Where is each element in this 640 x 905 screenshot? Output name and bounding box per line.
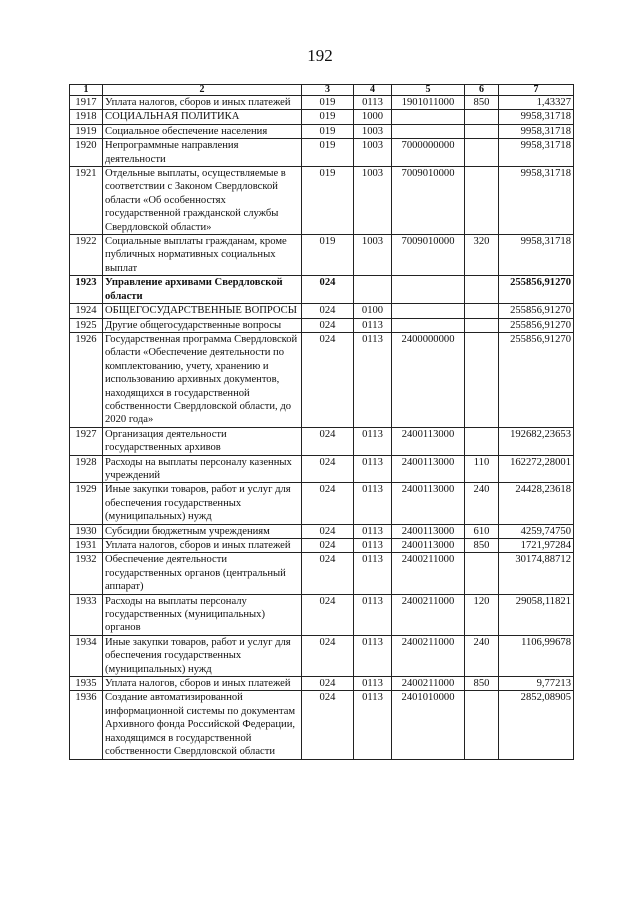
ministry-code-cell: 019	[302, 235, 354, 276]
target-code-cell: 2400113000	[392, 539, 465, 553]
row-number-cell: 1934	[70, 635, 103, 676]
ministry-code-cell: 024	[302, 304, 354, 318]
row-number-cell: 1922	[70, 235, 103, 276]
expense-type-cell	[465, 110, 499, 124]
target-code-cell: 2400211000	[392, 677, 465, 691]
target-code-cell: 7000000000	[392, 139, 465, 167]
section-code-cell: 0113	[354, 427, 392, 455]
amount-cell: 24428,23618	[499, 483, 574, 524]
amount-cell: 192682,23653	[499, 427, 574, 455]
ministry-code-cell: 024	[302, 635, 354, 676]
ministry-code-cell: 019	[302, 110, 354, 124]
section-code-cell: 0113	[354, 332, 392, 427]
item-name-cell: ОБЩЕГОСУДАРСТВЕННЫЕ ВОПРОСЫ	[103, 304, 302, 318]
expense-type-cell: 850	[465, 677, 499, 691]
expense-type-cell	[465, 553, 499, 594]
row-number-cell: 1918	[70, 110, 103, 124]
table-row	[70, 427, 574, 455]
expense-type-cell	[465, 167, 499, 235]
amount-cell: 1721,97284	[499, 539, 574, 553]
column-header: 5	[392, 85, 465, 96]
row-number-cell: 1928	[70, 455, 103, 483]
table-row	[70, 553, 574, 594]
item-name-cell: Уплата налогов, сборов и иных платежей	[103, 677, 302, 691]
amount-cell: 255856,91270	[499, 332, 574, 427]
ministry-code-cell: 024	[302, 539, 354, 553]
expense-type-cell: 850	[465, 539, 499, 553]
row-number-cell: 1923	[70, 276, 103, 304]
table-row	[70, 691, 574, 759]
item-name-cell: Иные закупки товаров, работ и услуг для обеспечения государственных (муниципальных) нужд	[103, 483, 302, 524]
amount-cell: 1,43327	[499, 96, 574, 110]
amount-cell: 162272,28001	[499, 455, 574, 483]
column-header: 1	[70, 85, 103, 96]
amount-cell: 2852,08905	[499, 691, 574, 759]
table-row	[70, 124, 574, 138]
target-code-cell: 7009010000	[392, 235, 465, 276]
ministry-code-cell: 024	[302, 553, 354, 594]
amount-cell: 9958,31718	[499, 235, 574, 276]
table-row	[70, 167, 574, 235]
row-number-cell: 1932	[70, 553, 103, 594]
target-code-cell	[392, 124, 465, 138]
column-header: 6	[465, 85, 499, 96]
item-name-cell: СОЦИАЛЬНАЯ ПОЛИТИКА	[103, 110, 302, 124]
section-code-cell: 0113	[354, 553, 392, 594]
section-code-cell: 0113	[354, 539, 392, 553]
section-code-cell: 0113	[354, 594, 392, 635]
target-code-cell: 2400113000	[392, 427, 465, 455]
table-row	[70, 304, 574, 318]
section-code-cell: 0113	[354, 96, 392, 110]
item-name-cell: Создание автоматизированной информационной системы по документам Архивного фонда Российской Федерации, находящимся в государственной собственности Свердловской области	[103, 691, 302, 759]
page-number: 192	[307, 46, 333, 65]
expense-type-cell	[465, 276, 499, 304]
row-number-cell: 1920	[70, 139, 103, 167]
table-row	[70, 110, 574, 124]
target-code-cell: 7009010000	[392, 167, 465, 235]
item-name-cell: Управление архивами Свердловской области	[103, 276, 302, 304]
row-number-cell: 1929	[70, 483, 103, 524]
amount-cell: 9,77213	[499, 677, 574, 691]
ministry-code-cell: 024	[302, 691, 354, 759]
row-number-cell: 1926	[70, 332, 103, 427]
row-number-cell: 1925	[70, 318, 103, 332]
target-code-cell: 2400211000	[392, 594, 465, 635]
section-code-cell: 1003	[354, 167, 392, 235]
item-name-cell: Обеспечение деятельности государственных органов (центральный аппарат)	[103, 553, 302, 594]
target-code-cell: 2400113000	[392, 455, 465, 483]
target-code-cell: 2400000000	[392, 332, 465, 427]
section-code-cell: 1003	[354, 235, 392, 276]
amount-cell: 9958,31718	[499, 124, 574, 138]
ministry-code-cell: 024	[302, 483, 354, 524]
target-code-cell: 2400113000	[392, 483, 465, 524]
expense-type-cell	[465, 139, 499, 167]
section-code-cell: 0113	[354, 318, 392, 332]
section-code-cell: 1000	[354, 110, 392, 124]
target-code-cell: 2400211000	[392, 635, 465, 676]
header-row	[70, 85, 574, 96]
row-number-cell: 1933	[70, 594, 103, 635]
item-name-cell: Субсидии бюджетным учреждениям	[103, 524, 302, 538]
amount-cell: 1106,99678	[499, 635, 574, 676]
column-header: 3	[302, 85, 354, 96]
ministry-code-cell: 024	[302, 594, 354, 635]
target-code-cell	[392, 304, 465, 318]
row-number-cell: 1917	[70, 96, 103, 110]
item-name-cell: Другие общегосударственные вопросы	[103, 318, 302, 332]
expense-type-cell: 110	[465, 455, 499, 483]
section-code-cell: 0113	[354, 677, 392, 691]
section-code-cell: 0113	[354, 483, 392, 524]
section-code-cell: 0113	[354, 635, 392, 676]
item-name-cell: Социальные выплаты гражданам, кроме публичных нормативных социальных выплат	[103, 235, 302, 276]
ministry-code-cell: 024	[302, 524, 354, 538]
expense-type-cell	[465, 318, 499, 332]
item-name-cell: Расходы на выплаты персоналу государственных (муниципальных) органов	[103, 594, 302, 635]
item-name-cell: Уплата налогов, сборов и иных платежей	[103, 539, 302, 553]
row-number-cell: 1935	[70, 677, 103, 691]
table-row	[70, 483, 574, 524]
ministry-code-cell: 024	[302, 276, 354, 304]
section-code-cell	[354, 276, 392, 304]
ministry-code-cell: 024	[302, 677, 354, 691]
target-code-cell: 1901011000	[392, 96, 465, 110]
section-code-cell: 1003	[354, 139, 392, 167]
table-row	[70, 235, 574, 276]
budget-table	[69, 84, 574, 760]
expense-type-cell	[465, 304, 499, 318]
item-name-cell: Государственная программа Свердловской области «Обеспечение деятельности по комплектованию, учету, хранению и использованию архивных документов, находящихся в государственной собственности Свердловской области, до 2020 года»	[103, 332, 302, 427]
expense-type-cell: 320	[465, 235, 499, 276]
target-code-cell	[392, 110, 465, 124]
expense-type-cell: 610	[465, 524, 499, 538]
amount-cell: 9958,31718	[499, 139, 574, 167]
amount-cell: 4259,74750	[499, 524, 574, 538]
section-code-cell: 0100	[354, 304, 392, 318]
amount-cell: 29058,11821	[499, 594, 574, 635]
table-row	[70, 139, 574, 167]
ministry-code-cell: 019	[302, 167, 354, 235]
item-name-cell: Непрограммные направления деятельности	[103, 139, 302, 167]
table-row	[70, 539, 574, 553]
amount-cell: 30174,88712	[499, 553, 574, 594]
expense-type-cell	[465, 332, 499, 427]
item-name-cell: Отдельные выплаты, осуществляемые в соответствии с Законом Свердловской области «Об особенностях государственной гражданской службы Свердловской области»	[103, 167, 302, 235]
section-code-cell: 0113	[354, 455, 392, 483]
amount-cell: 255856,91270	[499, 318, 574, 332]
amount-cell: 255856,91270	[499, 304, 574, 318]
row-number-cell: 1919	[70, 124, 103, 138]
table-row	[70, 455, 574, 483]
table-row	[70, 594, 574, 635]
item-name-cell: Уплата налогов, сборов и иных платежей	[103, 96, 302, 110]
column-header: 2	[103, 85, 302, 96]
row-number-cell: 1927	[70, 427, 103, 455]
item-name-cell: Иные закупки товаров, работ и услуг для обеспечения государственных (муниципальных) нужд	[103, 635, 302, 676]
amount-cell: 9958,31718	[499, 167, 574, 235]
expense-type-cell: 850	[465, 96, 499, 110]
amount-cell: 255856,91270	[499, 276, 574, 304]
item-name-cell: Социальное обеспечение населения	[103, 124, 302, 138]
item-name-cell: Организация деятельности государственных архивов	[103, 427, 302, 455]
row-number-cell: 1921	[70, 167, 103, 235]
row-number-cell: 1930	[70, 524, 103, 538]
row-number-cell: 1936	[70, 691, 103, 759]
target-code-cell: 2400211000	[392, 553, 465, 594]
ministry-code-cell: 019	[302, 96, 354, 110]
expense-type-cell	[465, 124, 499, 138]
section-code-cell: 0113	[354, 524, 392, 538]
target-code-cell	[392, 276, 465, 304]
table-row	[70, 524, 574, 538]
table-row	[70, 332, 574, 427]
ministry-code-cell: 019	[302, 139, 354, 167]
ministry-code-cell: 019	[302, 124, 354, 138]
target-code-cell: 2400113000	[392, 524, 465, 538]
column-header: 4	[354, 85, 392, 96]
table-row	[70, 96, 574, 110]
target-code-cell	[392, 318, 465, 332]
row-number-cell: 1924	[70, 304, 103, 318]
table-row	[70, 318, 574, 332]
table-row	[70, 677, 574, 691]
ministry-code-cell: 024	[302, 318, 354, 332]
section-code-cell: 1003	[354, 124, 392, 138]
amount-cell: 9958,31718	[499, 110, 574, 124]
column-header: 7	[499, 85, 574, 96]
row-number-cell: 1931	[70, 539, 103, 553]
ministry-code-cell: 024	[302, 427, 354, 455]
expense-type-cell	[465, 691, 499, 759]
ministry-code-cell: 024	[302, 332, 354, 427]
target-code-cell: 2401010000	[392, 691, 465, 759]
expense-type-cell: 240	[465, 635, 499, 676]
expense-type-cell: 120	[465, 594, 499, 635]
expense-type-cell	[465, 427, 499, 455]
table-row	[70, 276, 574, 304]
section-code-cell: 0113	[354, 691, 392, 759]
table-row	[70, 635, 574, 676]
item-name-cell: Расходы на выплаты персоналу казенных учреждений	[103, 455, 302, 483]
ministry-code-cell: 024	[302, 455, 354, 483]
expense-type-cell: 240	[465, 483, 499, 524]
